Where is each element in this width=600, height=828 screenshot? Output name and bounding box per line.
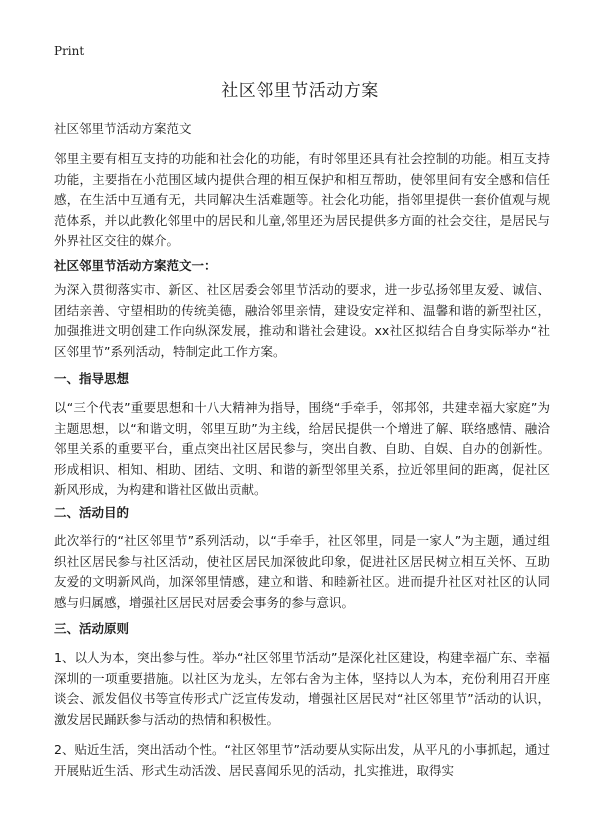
principle-one-paragraph: 1、以人为本，突出参与性。举办“社区邻里节活动”是深化社区建设，构建幸福广东、幸福深圳的一项重要措施。以社区为龙头，左邻右舍为主体，坚持以人为本，充份利用召开座谈会、派发倡仪书等宣传形式广泛宣传发动，增强社区居民对“社区邻里节”活动的认识，激发居民踊跃参与活动的热情和积极性。 (54, 650, 550, 727)
document-subtitle: 社区邻里节活动方案范文 (54, 121, 192, 136)
section-heading-principles: 三、活动原则 (54, 621, 130, 636)
sample-one-paragraph: 为深入贯彻落实市、新区、社区居委会邻里节活动的要求，进一步弘扬邻里友爱、诚信、团结亲善、守望相助的传统美德，融洽邻里亲情，建设安定祥和、温馨和谐的新型社区，加强推进文明创建工作向纵深发展，推动和谐社会建设。xx社区拟结合自身实际举办“社区邻里节”系列活动，特制定此工作方案。 (54, 282, 550, 359)
purpose-paragraph: 此次举行的“社区邻里节”系列活动，以“手牵手，社区邻里，同是一家人”为主题，通过组织社区居民参与社区活动，使社区居民加深彼此印象，促进社区居民树立相互关怀、互助友爱的文明新风尚，加深邻里情感，建立和谐、和睦新社区。进而提升社区对社区的认同感与归属感，增强社区居民对居委会事务的参与意识。 (54, 533, 550, 610)
section-heading-purpose: 二、活动目的 (54, 505, 130, 520)
section-heading-guiding-thought: 一、指导思想 (54, 371, 130, 386)
section-heading-sample-one: 社区邻里节活动方案范文一： (54, 258, 217, 273)
guiding-thought-paragraph: 以“三个代表”重要思想和十八大精神为指导，围绕“手牵手，邻邦邻，共建幸福大家庭”为主题思想，以“和谐文明，邻里互助”为主线，给居民提供一个增进了解、联络感情、融洽邻里关系的重要平台，重点突出社区居民参与，突出自教、自助、自娱、自办的创新性。形成相识、相知、相助、团结、文明、和谐的新型邻里关系，拉近邻里间的距离，促社区新风形成，为构建和谐社区做出贡献。 (54, 400, 550, 497)
principle-two-paragraph: 2、贴近生活，突出活动个性。“社区邻里节”活动要从实际出发，从平凡的小事抓起，通过开展贴近生活、形式生动活泼、居民喜闻乐见的活动，扎实推进，取得实 (54, 742, 550, 778)
intro-paragraph: 邻里主要有相互支持的功能和社会化的功能，有时邻里还具有社会控制的功能。相互支持功能，主要指在小范围区域内提供合理的相互保护和相互帮助，使邻里间有安全感和信任感，在生活中互通有无，共同解决生活难题等。社会化功能，指邻里提供一套价值观与规范体系，并以此教化邻里中的居民和儿童,邻里还为居民提供多方面的社会交往，是居民与外界社区交往的媒介。 (54, 151, 550, 248)
print-link[interactable]: Print (54, 44, 85, 58)
page-title: 社区邻里节活动方案 (221, 81, 379, 101)
